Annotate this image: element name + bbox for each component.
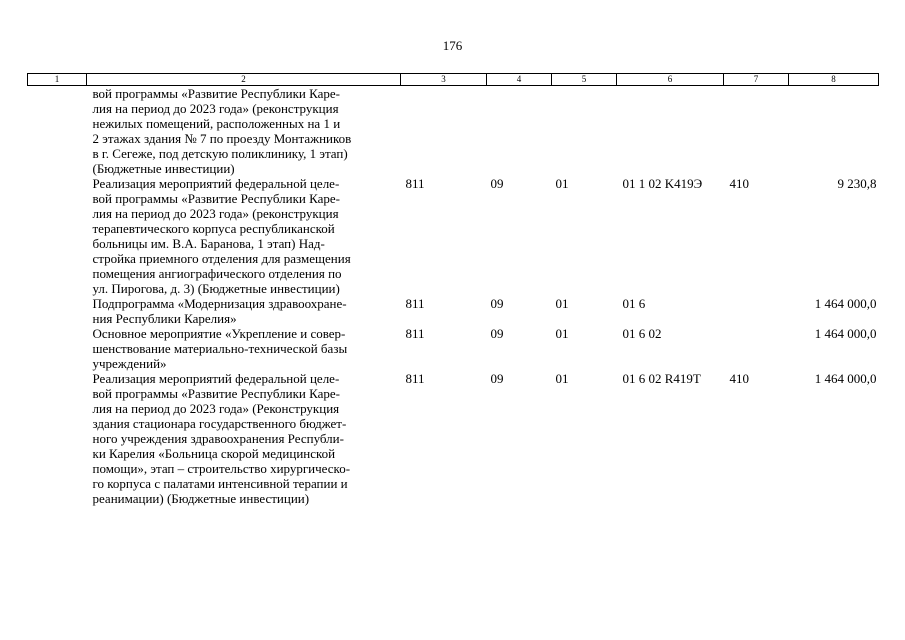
column-header-4: 4: [487, 74, 552, 86]
expense-name-line: ного учреждения здравоохранения Республи-: [92, 431, 344, 446]
expense-name-line: помощи», этап – строительство хирургическо-: [92, 461, 351, 476]
column-header-1: 1: [28, 74, 87, 86]
expense-name-line: стройка приемного отделения для размещения: [92, 251, 351, 266]
subsection-code-cell: 01: [555, 296, 569, 311]
ministry-code-cell: 811: [405, 296, 425, 311]
expense-type-cell: 410: [729, 176, 749, 191]
ministry-code-cell: [401, 86, 487, 177]
expense-name-line: больницы им. В.А. Баранова, 1 этап) Над-: [92, 236, 325, 251]
table-row: [28, 176, 879, 296]
expense-name-line: здания стационара государственного бюджет-: [92, 416, 347, 431]
expense-name-line: Основное мероприятие «Укрепление и совер-: [92, 326, 346, 341]
expense-name-line: терапевтического корпуса республиканской: [92, 221, 335, 236]
section-code-cell: [487, 86, 552, 177]
column-header-6: 6: [617, 74, 724, 86]
column-header-8: 8: [789, 74, 879, 86]
expense-name-cell: [87, 371, 401, 506]
expense-name-line: (Бюджетные инвестиции): [92, 161, 235, 176]
ministry-code-cell: 811: [405, 176, 425, 191]
row-index-cell: [28, 86, 87, 177]
ministry-code-cell: 811: [405, 326, 425, 341]
expense-name-line: в г. Сегеже, под детскую поликлинику, 1 этап): [92, 146, 348, 161]
section-code-cell: 09: [490, 371, 504, 386]
table-row: [28, 371, 879, 506]
target-article-cell: [617, 86, 724, 177]
expense-type-cell: 410: [729, 371, 749, 386]
row-index-cell: [28, 296, 87, 326]
expense-name-line: нежилых помещений, расположенных на 1 и: [92, 116, 341, 131]
expense-type-cell: [724, 326, 789, 371]
expense-name-cell: [87, 326, 401, 371]
expense-name-line: 2 этажах здания № 7 по проезду Монтажников: [92, 131, 352, 146]
target-article-cell: 01 6 02 R419Т: [622, 371, 701, 386]
column-header-5: 5: [552, 74, 617, 86]
expense-name-cell: [87, 86, 401, 177]
expense-name-line: ул. Пирогова, д. 3) (Бюджетные инвестиции): [92, 281, 340, 296]
expense-type-cell: [724, 86, 789, 177]
expense-name-line: Реализация мероприятий федеральной целе-: [92, 371, 340, 386]
expense-name-line: учреждений»: [92, 356, 167, 371]
amount-cell: 9 230,8: [837, 176, 877, 191]
column-header-3: 3: [401, 74, 487, 86]
amount-cell: 1 464 000,0: [814, 296, 877, 311]
amount-cell: [789, 86, 879, 177]
section-code-cell: 09: [490, 296, 504, 311]
amount-cell: 1 464 000,0: [814, 326, 877, 341]
row-index-cell: [28, 176, 87, 296]
expense-name-line: ки Карелия «Больница скорой медицинской: [92, 446, 336, 461]
section-code-cell: 09: [490, 176, 504, 191]
expense-name-line: лия на период до 2023 года» (реконструкция: [92, 101, 339, 116]
table-header-row: [28, 74, 879, 86]
expense-name-line: вой программы «Развитие Республики Каре-: [92, 191, 340, 206]
expense-name-line: го корпуса с палатами интенсивной терапии и: [92, 476, 348, 491]
expense-name-line: Подпрограмма «Модернизация здравоохране-: [92, 296, 347, 311]
expense-name-line: вой программы «Развитие Республики Каре-: [92, 386, 340, 401]
expense-type-cell: [724, 296, 789, 326]
budget-table: [27, 73, 879, 506]
target-article-cell: 01 6 02: [622, 326, 662, 341]
subsection-code-cell: 01: [555, 176, 569, 191]
expense-name-line: шенствование материально-технической базы: [92, 341, 348, 356]
expense-name-line: лия на период до 2023 года» (Реконструкция: [92, 401, 340, 416]
subsection-code-cell: [552, 86, 617, 177]
ministry-code-cell: 811: [405, 371, 425, 386]
expense-name-line: вой программы «Развитие Республики Каре-: [92, 86, 340, 101]
expense-name-cell: [87, 296, 401, 326]
target-article-cell: 01 1 02 K419Э: [622, 176, 703, 191]
subsection-code-cell: 01: [555, 371, 569, 386]
table-row: [28, 296, 879, 326]
page-number: 176: [442, 38, 463, 53]
expense-name-line: ния Республики Карелия»: [92, 311, 237, 326]
row-index-cell: [28, 371, 87, 506]
column-header-7: 7: [724, 74, 789, 86]
column-header-2: 2: [87, 74, 401, 86]
expense-name-line: Реализация мероприятий федеральной целе-: [92, 176, 340, 191]
expense-name-line: лия на период до 2023 года» (реконструкция: [92, 206, 339, 221]
amount-cell: 1 464 000,0: [814, 371, 877, 386]
expense-name-line: помещения ангиографического отделения по: [92, 266, 342, 281]
table-row: [28, 86, 879, 177]
subsection-code-cell: 01: [555, 326, 569, 341]
table-row: [28, 326, 879, 371]
target-article-cell: 01 6: [622, 296, 646, 311]
row-index-cell: [28, 326, 87, 371]
section-code-cell: 09: [490, 326, 504, 341]
expense-name-line: реанимации) (Бюджетные инвестиции): [92, 491, 310, 506]
expense-name-cell: [87, 176, 401, 296]
